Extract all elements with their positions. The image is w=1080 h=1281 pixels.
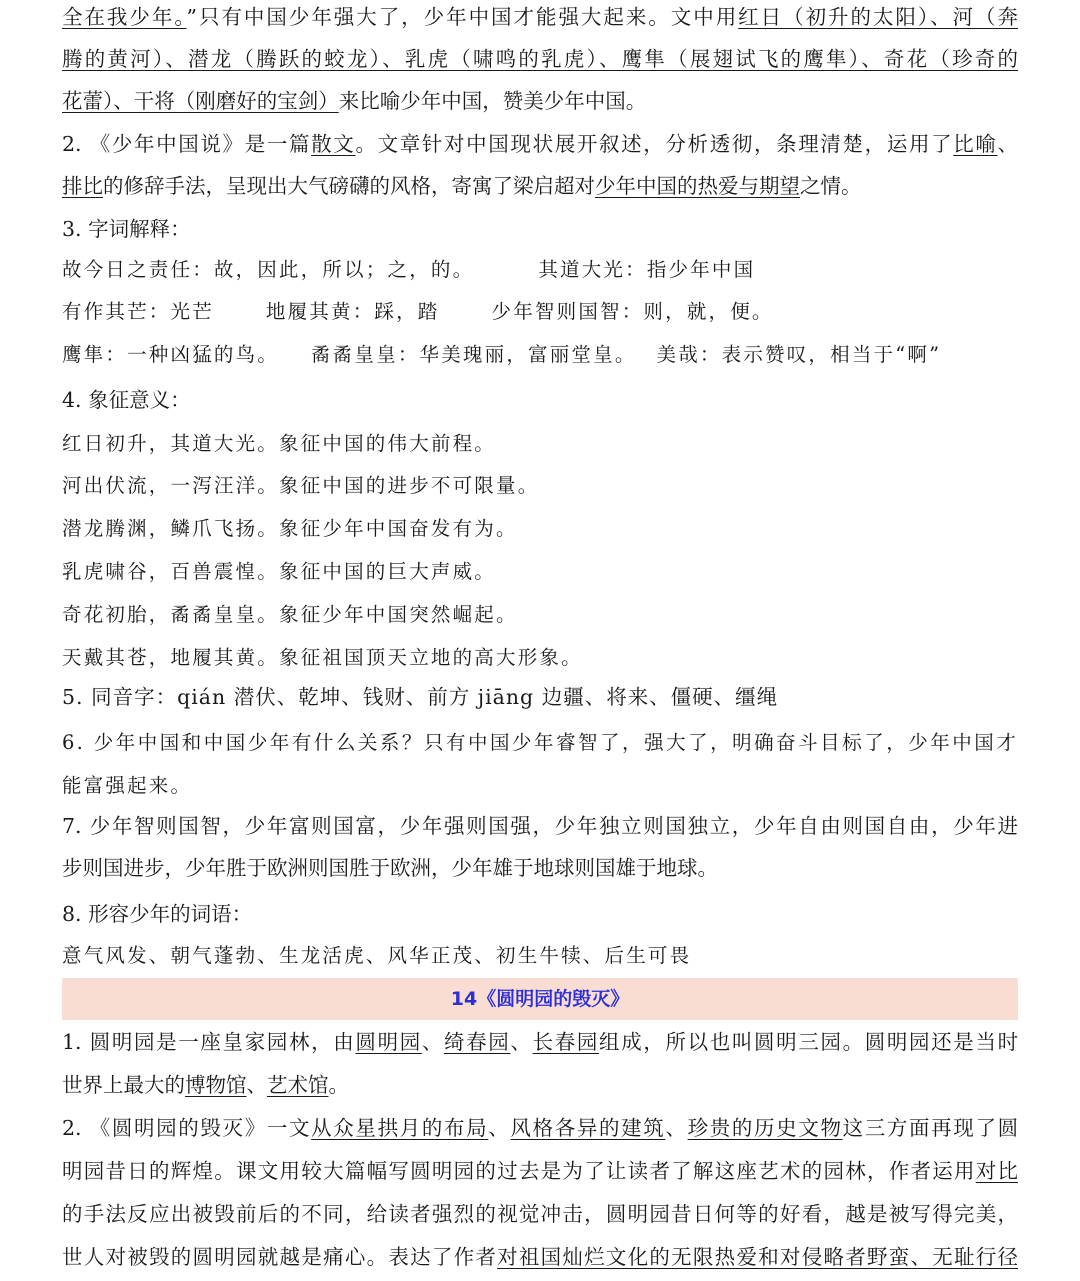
text-segment: 之情。 (800, 174, 862, 198)
text-segment: 世人对被毁的圆明园就越是痛心。表达了作者 (62, 1245, 498, 1269)
text-segment: 、 (510, 1030, 533, 1054)
text-segment: 美哉：表示赞叹，相当于“啊” (656, 343, 942, 366)
text-line (62, 297, 1018, 327)
section-heading: 4. 象征意义： (62, 388, 191, 412)
section-heading: 3. 字词解释： (62, 217, 191, 241)
text-segment: 有作其芒：光芒 (62, 300, 214, 323)
text-line: 河出伏流，一泻汪洋。象征中国的进步不可限量。 (62, 474, 540, 497)
text-segment: 、 (997, 132, 1018, 156)
text-line (62, 1156, 1018, 1186)
text-segment: 来比喻少年中国，赞美少年中国。 (338, 89, 647, 113)
text-segment: 地履其黄：踩，踏 (265, 300, 440, 323)
text-segment: 其道大光：指少年中国 (538, 258, 756, 281)
text-line: 天戴其苍，地履其黄。象征祖国顶天立地的高大形象。 (62, 646, 583, 669)
underlined-phrase: 对祖国灿烂文化的无限热爱和对侵略者野蛮、无耻行径 (497, 1245, 1018, 1269)
text-line: 5. 同音字：qián 潜伏、乾坤、钱财、前方 jiāng 边疆、将来、僵硬、缰绳 (62, 685, 779, 709)
text-segment: 、 (488, 1116, 511, 1140)
underlined-phrase: 腾的黄河）、潜龙（腾跃的蛟龙）、乳虎（啸鸣的乳虎）、鹰隼（展翅试飞的鹰隼）、奇花（珍奇的 (62, 47, 1018, 71)
text-segment: 的修辞手法，呈现出大气磅礴的风格，寄寓了梁启超对 (103, 174, 595, 198)
underlined-phrase: 博物馆 (185, 1073, 247, 1097)
underlined-phrase: 风格各异的建筑 (510, 1116, 666, 1140)
text-line: 6. 少年中国和中国少年有什么关系？只有中国少年睿智了，强大了，明确奋斗目标了，少年中国才 (62, 731, 1018, 754)
section-heading: 8. 形容少年的词语： (62, 902, 253, 926)
text-segment: 故今日之责任：故，因此，所以；之，的。 (62, 258, 475, 281)
underlined-phrase: 少年中国的热爱与期望 (595, 174, 800, 198)
underlined-phrase: 艺术馆 (267, 1073, 329, 1097)
text-segment: 少年智则国智：则，就，便。 (491, 300, 774, 323)
text-line: 乳虎啸谷，百兽震惶。象征中国的巨大声威。 (62, 560, 497, 583)
text-line (62, 1242, 1018, 1272)
text-line: 奇花初胎，矞矞皇皇。象征少年中国突然崛起。 (62, 603, 518, 626)
text-segment: 世界上最大的 (62, 1073, 185, 1097)
text-line (62, 340, 1018, 370)
text-line (62, 255, 1018, 285)
underlined-phrase: 比喻 (953, 132, 998, 156)
text-segment: 。文章针对中国现状展开叙述，分析透彻，条理清楚，运用了 (355, 132, 954, 156)
text-segment: 、 (665, 1116, 688, 1140)
text-segment: 1. 圆明园是一座皇家园林，由 (62, 1030, 356, 1054)
text-line: 7. 少年智则国智，少年富则国富，少年强则国强，少年独立则国独立，少年自由则国自由，少年进 (62, 814, 1018, 838)
text-line (62, 1070, 1018, 1100)
text-line (62, 1027, 1018, 1057)
text-line: 红日初升，其道大光。象征中国的伟大前程。 (62, 432, 497, 455)
text-segment: 组成，所以也叫圆明三园。圆明园还是当时 (599, 1030, 1018, 1054)
text-line (62, 1113, 1018, 1143)
underlined-phrase: 对比 (975, 1159, 1018, 1183)
text-line: 意气风发、朝气蓬勃、生龙活虎、风华正茂、初生牛犊、后生可畏 (62, 944, 692, 967)
text-line: 潜龙腾渊，鳞爪飞扬。象征少年中国奋发有为。 (62, 517, 518, 540)
underlined-phrase: 圆明园 (355, 1030, 422, 1054)
underlined-phrase: 珍贵的历史文物 (687, 1116, 843, 1140)
underlined-phrase: 从众星拱月的布局 (311, 1116, 489, 1140)
text-segment: 矞矞皇皇：华美瑰丽，富丽堂皇。 (311, 343, 637, 366)
text-segment: 2. 《少年中国说》是一篇 (62, 132, 312, 156)
text-segment: 、 (246, 1073, 267, 1097)
lesson-title-banner: 14《圆明园的毁灭》 (62, 978, 1018, 1020)
text-line (62, 171, 1018, 201)
text-segment: 。 (328, 1073, 349, 1097)
underlined-phrase: 散文 (311, 132, 356, 156)
text-line: 能富强起来。 (62, 774, 193, 797)
text-segment: 2. 《圆明园的毁灭》一文 (62, 1116, 312, 1140)
underlined-phrase: 红日（初升的太阳）、河（奔 (738, 5, 1018, 29)
text-line (62, 129, 1018, 159)
text-segment: 鹰隼：一种凶猛的鸟。 (62, 343, 280, 366)
text-line: 的手法反应出被毁前后的不同，给读者强烈的视觉冲击，圆明园昔日何等的好看，越是被写得完美， (62, 1202, 1018, 1226)
text-line (62, 86, 1018, 116)
underlined-phrase: 全在我少年。 (62, 5, 187, 29)
underlined-phrase: 绮春园 (444, 1030, 511, 1054)
underlined-phrase: 长春园 (532, 1030, 600, 1054)
text-segment: ”只有中国少年强大了，少年中国才能强大起来。文中用 (186, 5, 739, 29)
underlined-phrase: 花蕾）、干将（刚磨好的宝剑） (62, 89, 339, 113)
text-line (62, 2, 1018, 32)
text-segment: 明园昔日的辉煌。课文用较大篇幅写圆明园的过去是为了让读者了解这座艺术的园林，作者运用 (62, 1159, 976, 1183)
text-line: 步则国进步，少年胜于欧洲则国胜于欧洲，少年雄于地球则国雄于地球。 (62, 856, 718, 880)
text-line (62, 44, 1018, 74)
underlined-phrase: 排比 (62, 174, 103, 198)
text-segment: 这三方面再现了圆 (842, 1116, 1018, 1140)
text-segment: 、 (421, 1030, 445, 1054)
